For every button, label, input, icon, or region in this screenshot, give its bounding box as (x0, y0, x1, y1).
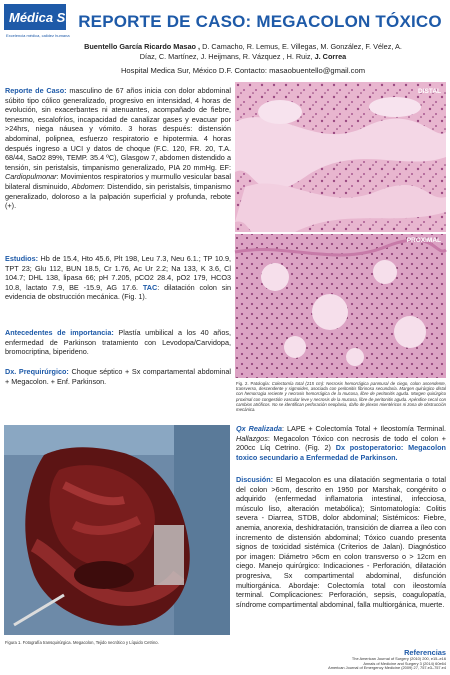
histology-figure (235, 82, 446, 378)
cardio-label: Cardiopulmonar (5, 172, 57, 182)
discussion-text: El Megacolon es una dilatación segmentaria o total del colon >6cm, descrito en 1950 por Marshak, congénito o adquirido (enfermedad inflamatoria intestinal, infecciosa, músculo liso, alteración metabólica); Sintomatología: Colitis severa - Diarrea, STDB, dolor abdominal; Sistémicos: Fiebre, anemia, anorexia, deshidratación, transición de diarrea a íleo con incremento de distensión abdominal; Tóxico cuando presenta signos de toxicidad sistémica (Criterios de Jalan). Diagnóstico por imagen: Diámetro >6cm en colon transverso o > 12cm en ciego. Manejo quirúrgico: Indicaciones - Perforación, dilatación progresiva, Sx compartimental abdominal, disfunción multiorgánica. Abordaje: Colectomía total con ileostomía terminal. Complicaciones: Perforación, sepsis, coagulopatía, síndrome compartimental abdominal, falla multiorgánica, muerte. (236, 475, 446, 609)
authors-line-2 (40, 52, 446, 61)
studies-text: Hb de 15.4, Hto 45.6, Plt 198, Leu 7.3, Neu 6.1.; TP 10.9, TPT 23; Glu 112, BUN 18.5, Cr 1.76, Ac Ur 2.2; Na 133, K 3.6, Cl 104.7; DHL 138, lipasa 66; pH 7.205, pCO2 28.4, pO2 179, HCO3 10.8, lactato 7.9, BE -15.9, AG 17.6. (5, 254, 231, 292)
tac-text: : dilatación colon sin evidencia de obstrucción mecánica. (Fig. 1). (5, 282, 231, 302)
studies-label: Estudios: (5, 254, 39, 263)
history-section (5, 328, 231, 357)
lead-author: Buentello García Ricardo Masao , (84, 42, 201, 51)
surgery-section (236, 424, 446, 462)
distal-label: DISTAL (418, 88, 441, 95)
reference-item: Annals of Medicine and Surgery 3 (2014) 60e64 (363, 660, 446, 666)
postop-dx-text: Megacolon toxico secundario a Enfermedad de Parkinson. (236, 443, 446, 462)
authors-line-1 (40, 42, 446, 51)
prediagnosis-label: Dx. Prequirúrgico: (5, 367, 69, 376)
surgery-text: : LAPE + Colectomía Total + Ileostomía Terminal. (282, 424, 446, 433)
history-text: Plastía umbilical a los 40 años, enfermedad de Parkinson tratamiento con Levodopa/Carvidopa, bromocriptina, biperideno. (5, 328, 231, 357)
reference-item: The American Journal of Surgery (2010) 200, e15–e16 (351, 656, 446, 661)
poster-title: REPORTE DE CASO: MEGACOLON TÓXICO (78, 12, 442, 31)
figure-2-caption-text: Colectomía total (215 cm): Necrosis hemorrágica panmural de ciego, colon ascendente, transverso, descendente y sigmoides, asociada con peritonitis fibrinosa secundaria. Margen quirúrgico distal con hemorragia reciente y necrosis hemorrágica de la mucosa, libre de peritonitis aguda. Margen quirúrgico proximal con congestión vascular leve y necrosis de la mucosa, libre de peritonitis aguda. Apéndice cecal con cambios atróficos. No se identifican perforación neoplasia, daño de plexos mientéricos ni zona de obstrucción mecánica. (236, 381, 446, 413)
logo-text: Médica Sur (9, 10, 79, 25)
reference-item: American Journal of Emergency Medicine (2009) 27, 757.e3–757.e4 (328, 665, 446, 671)
abdomen-label: Abdomen (71, 181, 103, 191)
logo-tagline: Excelencia médica, calidez humana (6, 33, 70, 38)
findings-text: : Megacolon Tóxico con necrosis de todo el colon + 200cc Líq Cetrino. (Fig. 2) (236, 433, 446, 453)
surgery-label: Qx Realizada (236, 424, 283, 433)
prediagnosis-text: Choque séptico + Sx compartamental abdominal + Megacolon. + Enf. Parkinson. (5, 367, 231, 386)
coauthors-1: D. Camacho, R. Lemus, E. Villegas, M. González, F. Vélez, A. (200, 42, 402, 51)
proximal-label: PROXIMAL (406, 237, 441, 244)
discussion-label: Discusión: (236, 475, 274, 484)
affiliation: Hospital Medica Sur, México D.F. Contacto: masaobuentello@gmail.com (120, 66, 366, 75)
abdomen-text: : Distendido, sin peristalsis, timpanismo generalizado, doloroso a la palpación superficial y profunda, rebote (+). (5, 181, 231, 211)
medica-sur-logo (4, 4, 79, 40)
case-report-text: masculino de 67 años inicia con dolor abdominal súbito tipo cólico generalizado, progresivo en intensidad, 4 horas de evolución, sin exacerbantes ni atenuantes, acompañado de fiebre, tenesmo, escalofríos, incapacidad de canalizar gases y evacuar por >24hrs, niega náusea y vómito. 3 horas después: distensión abdominal, polipnea, esfuerzo respiratorio e hipotermia. 4 horas después ingreso a UCI y datos de choque (F.C. 120, FR. 20, T.A. 68/44, SaO2 89%, TEMP. 35.4 ºC), Glasgow 7, abdomen distendido a tensión, sin peristalsis, timpanismo generalizado, PIA 20 mmHg. EF: (5, 86, 231, 172)
figure-2-caption-label: Fig. 2. Patología: (236, 381, 270, 386)
findings-label: Hallazgos (236, 433, 268, 443)
postop-dx-label: Dx postoperatorio: (335, 443, 404, 453)
senior-author: J. Correa (314, 52, 347, 61)
case-report-label: Reporte de Caso: (5, 86, 67, 95)
cardio-text: : Movimientos respiratorios y murmullo vesicular basal bilateral disminuido, (5, 172, 231, 191)
studies-section (5, 254, 231, 302)
references-list (236, 657, 446, 671)
coauthors-2: Díaz, C. Martínez, J. Heijmans, R. Vázquez , H. Ruiz, (139, 52, 315, 61)
history-label: Antecedentes de importancia: (5, 328, 114, 337)
figure-2-caption (236, 381, 446, 412)
figure-1-caption: Figura 1. Fotografía transquirúrgica. Megacolon, Tejido necrótico y Líquido Cetrino. (5, 640, 159, 645)
prediagnosis-section (5, 367, 231, 386)
references-title: Referencias (404, 648, 446, 657)
case-report-section (5, 86, 231, 211)
discussion-section (236, 475, 446, 609)
tac-label: TAC (142, 282, 158, 292)
surgical-photo (4, 425, 230, 635)
